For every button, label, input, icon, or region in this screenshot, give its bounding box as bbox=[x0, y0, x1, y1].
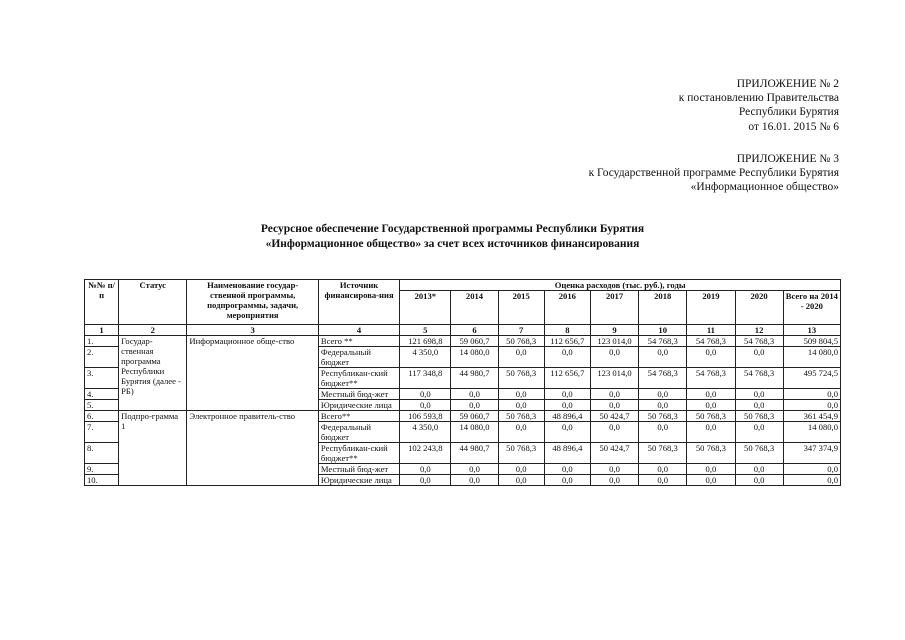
annex-3-block bbox=[589, 152, 839, 195]
annex-2-title: ПРИЛОЖЕНИЕ № 2 bbox=[736, 78, 839, 90]
row-value: 0,0 bbox=[544, 389, 590, 400]
row-value: 0,0 bbox=[783, 400, 840, 411]
row-value: 495 724,5 bbox=[783, 368, 840, 389]
row-source: Местный бюд-жет bbox=[318, 389, 399, 400]
header-year: 2013* bbox=[400, 291, 451, 325]
row-value: 0,0 bbox=[687, 422, 735, 443]
row-value: 102 243,8 bbox=[400, 443, 451, 464]
row-status: Подпро-грамма 1 bbox=[119, 411, 187, 486]
column-index: 3 bbox=[187, 325, 319, 336]
row-value: 0,0 bbox=[639, 464, 687, 475]
row-value: 121 698,8 bbox=[400, 336, 451, 347]
row-value: 48 896,4 bbox=[544, 443, 590, 464]
annex-2-line: к постановлению Правительства bbox=[678, 92, 839, 105]
row-value: 54 768,3 bbox=[687, 336, 735, 347]
row-value: 0,0 bbox=[639, 347, 687, 368]
row-value: 0,0 bbox=[590, 475, 638, 486]
header-num: №№ п/п bbox=[85, 280, 119, 325]
row-value: 0,0 bbox=[544, 422, 590, 443]
row-value: 0,0 bbox=[498, 422, 544, 443]
row-value: 0,0 bbox=[451, 400, 498, 411]
table-row bbox=[85, 336, 841, 347]
row-number: 10. bbox=[85, 475, 119, 486]
row-value: 0,0 bbox=[687, 389, 735, 400]
row-value: 50 768,3 bbox=[498, 443, 544, 464]
column-index: 8 bbox=[544, 325, 590, 336]
row-value: 0,0 bbox=[639, 475, 687, 486]
column-index: 9 bbox=[590, 325, 638, 336]
row-value: 0,0 bbox=[498, 400, 544, 411]
row-value: 50 768,3 bbox=[687, 443, 735, 464]
row-value: 117 348,8 bbox=[400, 368, 451, 389]
row-value: 0,0 bbox=[544, 400, 590, 411]
row-value: 106 593,8 bbox=[400, 411, 451, 422]
row-number: 4. bbox=[85, 389, 119, 400]
row-value: 0,0 bbox=[451, 389, 498, 400]
row-value: 0,0 bbox=[735, 400, 783, 411]
column-index: 7 bbox=[498, 325, 544, 336]
row-value: 0,0 bbox=[783, 389, 840, 400]
title-line: «Информационное общество» за счет всех источников финансирования bbox=[265, 237, 640, 250]
row-value: 123 014,0 bbox=[590, 336, 638, 347]
row-value: 59 060,7 bbox=[451, 411, 498, 422]
row-number: 7. bbox=[85, 422, 119, 443]
column-index: 10 bbox=[639, 325, 687, 336]
annex-2-block bbox=[679, 77, 839, 134]
header-year: 2018 bbox=[639, 291, 687, 325]
row-value: 14 080,0 bbox=[451, 422, 498, 443]
row-value: 0,0 bbox=[783, 475, 840, 486]
row-value: 0,0 bbox=[735, 347, 783, 368]
row-value: 0,0 bbox=[639, 389, 687, 400]
annex-3-title: ПРИЛОЖЕНИЕ № 3 bbox=[736, 153, 839, 165]
row-value: 50 424,7 bbox=[590, 443, 638, 464]
header-name: Наименование государ-ственной программы, подпрограммы, задачи, мероприятия bbox=[187, 280, 319, 325]
row-value: 0,0 bbox=[639, 400, 687, 411]
row-value: 44 980,7 bbox=[451, 368, 498, 389]
row-value: 361 454,9 bbox=[783, 411, 840, 422]
column-index: 11 bbox=[687, 325, 735, 336]
column-index: 13 bbox=[783, 325, 840, 336]
table-row bbox=[85, 411, 841, 422]
row-value: 0,0 bbox=[590, 400, 638, 411]
row-number: 2. bbox=[85, 347, 119, 368]
row-value: 0,0 bbox=[687, 464, 735, 475]
row-value: 112 656,7 bbox=[544, 336, 590, 347]
annex-2-date: от 16.01. 2015 № 6 bbox=[748, 120, 839, 133]
row-value: 54 768,3 bbox=[639, 336, 687, 347]
header-year: 2020 bbox=[735, 291, 783, 325]
row-value: 0,0 bbox=[687, 347, 735, 368]
row-name: Электронное правитель-ство bbox=[187, 411, 319, 486]
row-value: 0,0 bbox=[498, 347, 544, 368]
column-index: 1 bbox=[85, 325, 119, 336]
header-year: 2016 bbox=[544, 291, 590, 325]
row-value: 0,0 bbox=[544, 464, 590, 475]
column-index: 5 bbox=[400, 325, 451, 336]
row-value: 59 060,7 bbox=[451, 336, 498, 347]
row-source: Юридические лица bbox=[318, 400, 399, 411]
header-estimate: Оценка расходов (тыс. руб.), годы bbox=[400, 280, 841, 291]
row-value: 50 768,3 bbox=[498, 368, 544, 389]
row-value: 4 350,0 bbox=[400, 347, 451, 368]
row-value: 0,0 bbox=[735, 389, 783, 400]
annex-3-line: к Государственной программе Республики Бурятия bbox=[588, 167, 839, 180]
row-value: 50 768,3 bbox=[639, 411, 687, 422]
row-value: 0,0 bbox=[400, 464, 451, 475]
row-value: 4 350,0 bbox=[400, 422, 451, 443]
row-value: 0,0 bbox=[735, 475, 783, 486]
row-value: 54 768,3 bbox=[735, 368, 783, 389]
row-value: 0,0 bbox=[687, 475, 735, 486]
row-value: 50 768,3 bbox=[687, 411, 735, 422]
row-value: 0,0 bbox=[498, 475, 544, 486]
row-value: 0,0 bbox=[498, 389, 544, 400]
row-value: 0,0 bbox=[451, 475, 498, 486]
column-index: 4 bbox=[318, 325, 399, 336]
row-source: Республикан-ский бюджет** bbox=[318, 443, 399, 464]
row-value: 0,0 bbox=[590, 347, 638, 368]
row-source: Юридические лица bbox=[318, 475, 399, 486]
header-year: Всего на 2014 - 2020 bbox=[783, 291, 840, 325]
row-value: 50 768,3 bbox=[735, 411, 783, 422]
row-number: 5. bbox=[85, 400, 119, 411]
row-source: Республикан-ский бюджет** bbox=[318, 368, 399, 389]
title-line: Ресурсное обеспечение Государственной программы Республики Бурятия bbox=[260, 223, 645, 235]
row-source: Федеральный бюджет bbox=[318, 347, 399, 368]
row-value: 50 424,7 bbox=[590, 411, 638, 422]
row-value: 0,0 bbox=[735, 422, 783, 443]
header-year: 2014 bbox=[451, 291, 498, 325]
row-value: 123 014,0 bbox=[590, 368, 638, 389]
row-value: 112 656,7 bbox=[544, 368, 590, 389]
row-number: 9. bbox=[85, 464, 119, 475]
row-value: 0,0 bbox=[544, 347, 590, 368]
resource-table bbox=[84, 279, 841, 486]
header-index-row bbox=[85, 325, 841, 336]
column-index: 6 bbox=[451, 325, 498, 336]
column-index: 2 bbox=[119, 325, 187, 336]
row-value: 0,0 bbox=[639, 422, 687, 443]
row-number: 8. bbox=[85, 443, 119, 464]
row-value: 50 768,3 bbox=[498, 336, 544, 347]
row-number: 3. bbox=[85, 368, 119, 389]
row-value: 54 768,3 bbox=[687, 368, 735, 389]
row-value: 44 980,7 bbox=[451, 443, 498, 464]
header-year: 2019 bbox=[687, 291, 735, 325]
row-value: 50 768,3 bbox=[735, 443, 783, 464]
row-value: 0,0 bbox=[735, 464, 783, 475]
row-value: 0,0 bbox=[783, 464, 840, 475]
row-value: 347 374,9 bbox=[783, 443, 840, 464]
row-value: 0,0 bbox=[590, 389, 638, 400]
row-value: 0,0 bbox=[400, 400, 451, 411]
column-index: 12 bbox=[735, 325, 783, 336]
row-status: Государ-ственная программа Республики Бурятия (далее - РБ) bbox=[119, 336, 187, 411]
row-value: 0,0 bbox=[544, 475, 590, 486]
annex-2-line: Республики Бурятия bbox=[738, 106, 839, 119]
row-value: 0,0 bbox=[498, 464, 544, 475]
table-body bbox=[85, 336, 841, 486]
row-value: 509 804,5 bbox=[783, 336, 840, 347]
row-value: 0,0 bbox=[400, 389, 451, 400]
row-source: Всего ** bbox=[318, 336, 399, 347]
row-value: 14 080,0 bbox=[451, 347, 498, 368]
row-value: 14 080,0 bbox=[783, 347, 840, 368]
row-value: 48 896,4 bbox=[544, 411, 590, 422]
annex-3-line: «Информационное общество» bbox=[690, 181, 839, 194]
row-value: 0,0 bbox=[590, 464, 638, 475]
row-name: Информационное обще-ство bbox=[187, 336, 319, 411]
row-value: 54 768,3 bbox=[735, 336, 783, 347]
row-value: 50 768,3 bbox=[498, 411, 544, 422]
header-year: 2015 bbox=[498, 291, 544, 325]
row-value: 0,0 bbox=[590, 422, 638, 443]
row-value: 0,0 bbox=[687, 400, 735, 411]
row-value: 0,0 bbox=[400, 475, 451, 486]
row-value: 0,0 bbox=[451, 464, 498, 475]
header-status: Статус bbox=[119, 280, 187, 325]
row-value: 50 768,3 bbox=[639, 443, 687, 464]
row-number: 6. bbox=[85, 411, 119, 422]
row-source: Местный бюд-жет bbox=[318, 464, 399, 475]
header-source: Источник финансирова-ния bbox=[318, 280, 399, 325]
document-title bbox=[0, 222, 905, 251]
row-source: Всего** bbox=[318, 411, 399, 422]
row-number: 1. bbox=[85, 336, 119, 347]
header-year: 2017 bbox=[590, 291, 638, 325]
row-value: 14 080,0 bbox=[783, 422, 840, 443]
row-value: 54 768,3 bbox=[639, 368, 687, 389]
row-source: Федеральный бюджет bbox=[318, 422, 399, 443]
